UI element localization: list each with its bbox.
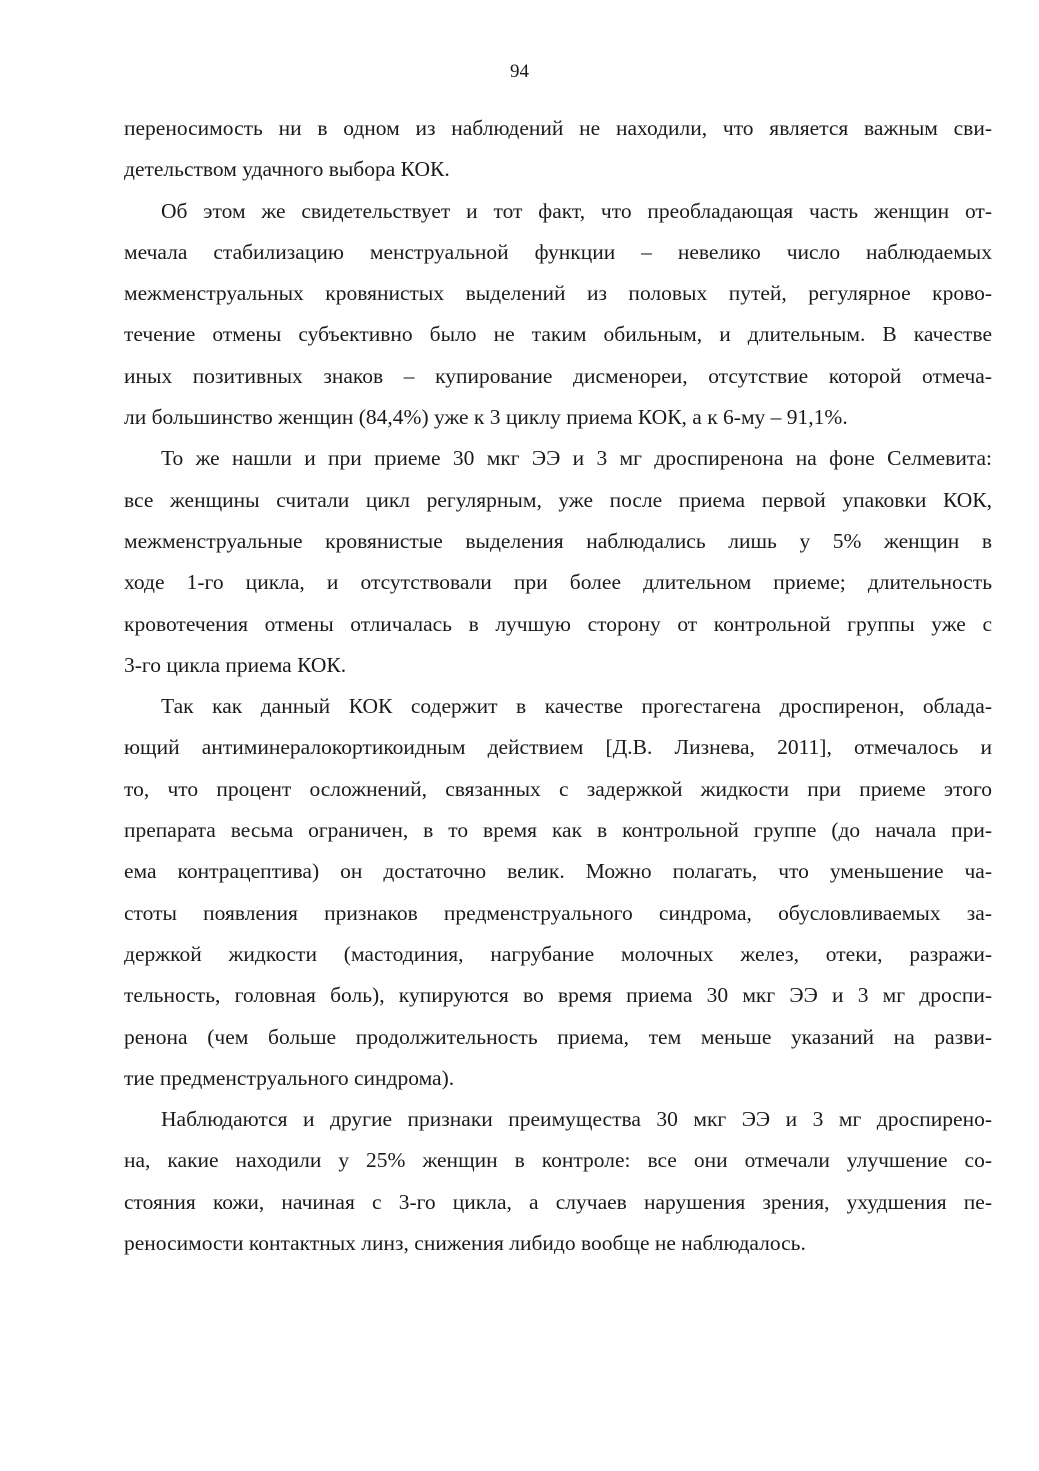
paragraph bbox=[124, 1099, 992, 1264]
text-line: межменструальные кровянистые выделения наблюдались лишь у 5% женщин в bbox=[124, 528, 992, 553]
text-line: переносимость ни в одном из наблюдений не находили, что является важным сви- bbox=[124, 116, 992, 140]
text-line: 3-го цикла приема КОК. bbox=[124, 652, 347, 677]
text-line: держкой жидкости (мастодиния, нагрубание молочных желез, отеки, разражи- bbox=[124, 941, 992, 966]
text-line: иных позитивных знаков – купирование дисменореи, отсутствие которой отмеча- bbox=[124, 363, 992, 388]
text-line: течение отмены субъективно было не таким обильным, и длительным. В качестве bbox=[124, 322, 992, 347]
text-line: тельность, головная боль), купируются во время приема 30 мкг ЭЭ и 3 мг дроспи- bbox=[124, 983, 992, 1008]
text-line: ема контрацептива) он достаточно велик. Можно полагать, что уменьшение ча- bbox=[124, 859, 992, 884]
text-line: То же нашли и при приеме 30 мкг ЭЭ и 3 мг дроспиренона на фоне Селмевита: bbox=[161, 446, 992, 471]
text-line: ходе 1-го цикла, и отсутствовали при более длительном приеме; длительность bbox=[124, 570, 992, 595]
text-line: реносимости контактных линз, снижения либидо вообще не наблюдалось. bbox=[124, 1231, 806, 1256]
text-line: на, какие находили у 25% женщин в контроле: все они отмечали улучшение со- bbox=[124, 1148, 992, 1173]
text-line: все женщины считали цикл регулярным, уже после приема первой упаковки КОК, bbox=[124, 487, 992, 512]
paragraph bbox=[124, 438, 992, 686]
body-text bbox=[124, 108, 992, 1264]
text-line: Так как данный КОК содержит в качестве прогестагена дроспиренон, облада- bbox=[161, 694, 992, 719]
text-line: ющий антиминералокортикоидным действием [Д.В. Лизнева, 2011], отмечалось и bbox=[124, 735, 992, 760]
text-line: кровотечения отмены отличалась в лучшую сторону от контрольной группы уже с bbox=[124, 611, 992, 636]
text-line: то, что процент осложнений, связанных с задержкой жидкости при приеме этого bbox=[124, 776, 992, 801]
paragraph bbox=[124, 191, 992, 439]
text-line: Наблюдаются и другие признаки преимущества 30 мкг ЭЭ и 3 мг дроспирено- bbox=[161, 1107, 992, 1132]
text-line: межменструальных кровянистых выделений из половых путей, регулярное крово- bbox=[124, 281, 992, 306]
text-line: мечала стабилизацию менструальной функции – невелико число наблюдаемых bbox=[124, 239, 992, 264]
paragraph bbox=[124, 108, 992, 191]
page-number: 94 bbox=[510, 61, 529, 82]
text-line: препарата весьма ограничен, в то время как в контрольной группе (до начала при- bbox=[124, 818, 992, 843]
text-line: ли большинство женщин (84,4%) уже к 3 циклу приема КОК, а к 6-му – 91,1%. bbox=[124, 405, 848, 430]
text-line: ренона (чем больше продолжительность приема, тем меньше указаний на разви- bbox=[124, 1024, 992, 1049]
text-line: детельством удачного выбора КОК. bbox=[124, 157, 450, 182]
text-line: стояния кожи, начиная с 3-го цикла, а случаев нарушения зрения, ухудшения пе- bbox=[124, 1189, 992, 1214]
text-line: стоты появления признаков предменструального синдрома, обусловливаемых за- bbox=[124, 900, 992, 925]
text-line: тие предменструального синдрома). bbox=[124, 1065, 455, 1090]
text-line: Об этом же свидетельствует и тот факт, что преобладающая часть женщин от- bbox=[161, 198, 992, 223]
paragraph bbox=[124, 686, 992, 1099]
